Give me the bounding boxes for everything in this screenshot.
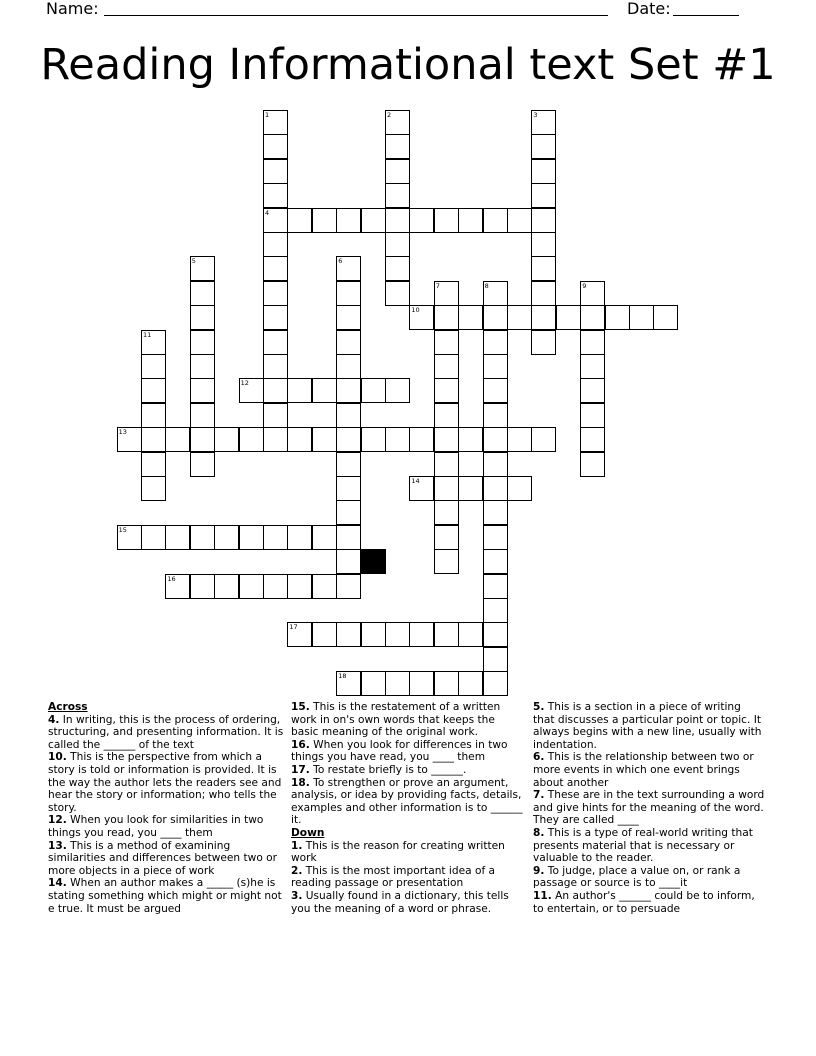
grid-cell[interactable] (580, 452, 605, 477)
grid-cell[interactable] (507, 427, 532, 452)
grid-cell[interactable] (409, 671, 434, 696)
clues-column-2 (291, 701, 523, 915)
grid-cell[interactable] (434, 452, 459, 477)
clue-number-16: 16 (167, 574, 176, 583)
down-heading: Down (291, 826, 325, 839)
grid-cell[interactable] (263, 330, 288, 355)
grid-cell[interactable] (507, 476, 532, 501)
clue-across-18: 18. To strengthen or prove an argument, analysis, or idea by providing facts, details, examples and other information is to ______ it. (291, 776, 523, 827)
grid-cell[interactable] (190, 574, 215, 599)
grid-cell[interactable] (312, 208, 337, 233)
clue-across-15: 15. This is the restatement of a written work in on's own words that keeps the basic meaning of the original work. (291, 701, 501, 739)
grid-cell[interactable] (531, 330, 556, 355)
grid-cell[interactable] (483, 525, 508, 550)
date-label: Date: (627, 0, 671, 18)
clue-down-5: 5. This is a section in a piece of writing that discusses a particular point or topic. It always begins with a new line, usually with indentation. (533, 701, 762, 751)
grid-cell[interactable] (336, 476, 361, 501)
grid-cell[interactable] (190, 525, 215, 550)
grid-cell[interactable] (263, 378, 288, 403)
grid-cell[interactable] (263, 208, 288, 233)
grid-cell[interactable] (190, 378, 215, 403)
grid-cell[interactable] (531, 208, 556, 233)
grid-cell[interactable] (434, 622, 459, 647)
grid-cell[interactable] (385, 208, 410, 233)
grid-cell[interactable] (483, 305, 508, 330)
grid-cell[interactable] (531, 281, 556, 306)
clue-number-6: 6 (338, 257, 343, 266)
grid-cell[interactable] (141, 378, 166, 403)
clue-across-12: 12. When you look for similarities in two things you read, you ____ them (48, 814, 264, 839)
clue-number-3: 3 (533, 111, 538, 119)
grid-cell[interactable] (434, 549, 459, 574)
clue-number-10: 10 (411, 306, 420, 315)
grid-cell[interactable] (483, 378, 508, 403)
grid-cell[interactable] (165, 574, 190, 599)
clue-number-4: 4 (265, 208, 270, 217)
grid-cell[interactable] (361, 427, 386, 452)
grid-cell[interactable] (483, 671, 508, 696)
name-label: Name: (46, 0, 99, 18)
clue-number-2: 2 (387, 111, 392, 119)
grid-cell[interactable] (434, 378, 459, 403)
grid-cell[interactable] (214, 427, 239, 452)
clue-number-11: 11 (143, 330, 152, 339)
grid-cell[interactable] (434, 427, 459, 452)
grid-cell[interactable] (141, 452, 166, 477)
grid-cell[interactable] (361, 622, 386, 647)
clue-number-9: 9 (582, 281, 587, 290)
grid-cell[interactable] (629, 305, 654, 330)
clue-number-8: 8 (484, 281, 489, 290)
grid-cell[interactable] (336, 622, 361, 647)
clue-across-10: 10. This is the perspective from which a story is told or information is provided. It is the way the author lets the readers see and hear the story or information; who tells the story. (48, 751, 282, 814)
clue-number-14: 14 (411, 477, 420, 485)
clues-column-1 (48, 701, 284, 915)
clue-number-18: 18 (338, 672, 347, 681)
grid-cell[interactable] (263, 110, 288, 135)
grid-cell[interactable] (141, 330, 166, 355)
grid-cell[interactable] (263, 232, 288, 257)
grid-cell[interactable] (385, 232, 410, 257)
grid-cell[interactable] (531, 159, 556, 184)
grid-cell[interactable] (263, 427, 288, 452)
grid-cell[interactable] (531, 110, 556, 135)
grid-cell[interactable] (214, 574, 239, 599)
grid-cell[interactable] (190, 403, 215, 428)
grid-cell[interactable] (190, 330, 215, 355)
grid-cell[interactable] (336, 281, 361, 306)
grid-cell[interactable] (580, 354, 605, 379)
grid-cell[interactable] (287, 525, 312, 550)
clue-number-17: 17 (289, 623, 298, 632)
grid-cell[interactable] (336, 427, 361, 452)
grid-cell[interactable] (336, 549, 361, 574)
grid-cell[interactable] (458, 208, 483, 233)
grid-cell[interactable] (263, 574, 288, 599)
clue-across-17: 17. To restate briefly is to ______. (291, 763, 467, 776)
grid-cell[interactable] (434, 305, 459, 330)
clue-number-7: 7 (435, 281, 440, 290)
grid-cell[interactable] (580, 378, 605, 403)
grid-cell[interactable] (531, 305, 556, 330)
grid-cell[interactable] (653, 305, 678, 330)
clue-down-1: 1. This is the reason for creating written work (291, 839, 505, 865)
grid-cell[interactable] (409, 208, 434, 233)
grid-cell[interactable] (141, 525, 166, 550)
grid-cell[interactable] (434, 281, 459, 306)
grid-cell[interactable] (434, 671, 459, 696)
grid-cell[interactable] (141, 354, 166, 379)
grid-cell[interactable] (336, 574, 361, 599)
grid-cell[interactable] (190, 256, 215, 281)
grid-cell[interactable] (336, 208, 361, 233)
clue-number-5: 5 (191, 257, 196, 266)
grid-cell[interactable] (385, 281, 410, 306)
grid-cell[interactable] (483, 549, 508, 574)
grid-cell[interactable] (190, 452, 215, 477)
grid-cell[interactable] (434, 403, 459, 428)
grid-cell[interactable] (483, 330, 508, 355)
grid-cell[interactable] (409, 427, 434, 452)
grid-cell[interactable] (190, 281, 215, 306)
grid-cell[interactable] (117, 525, 142, 550)
grid-cell[interactable] (263, 134, 288, 159)
grid-cell[interactable] (361, 208, 386, 233)
grid-cell[interactable] (531, 232, 556, 257)
grid-cell[interactable] (531, 134, 556, 159)
grid-cell[interactable] (531, 427, 556, 452)
grid-cell[interactable] (385, 183, 410, 208)
grid-cell[interactable] (507, 208, 532, 233)
grid-cell[interactable] (312, 427, 337, 452)
grid-cell[interactable] (336, 354, 361, 379)
grid-cell[interactable] (483, 403, 508, 428)
grid-cell[interactable] (483, 598, 508, 623)
grid-cell[interactable] (507, 305, 532, 330)
grid-cell[interactable] (385, 256, 410, 281)
grid-cell[interactable] (385, 110, 410, 135)
grid-cell[interactable] (336, 403, 361, 428)
grid-cell[interactable] (434, 500, 459, 525)
grid-cell[interactable] (287, 427, 312, 452)
blocked-cell (361, 549, 386, 574)
grid-cell[interactable] (312, 622, 337, 647)
grid-cell[interactable] (287, 378, 312, 403)
clue-number-1: 1 (265, 111, 270, 119)
grid-cell[interactable] (141, 403, 166, 428)
grid-cell[interactable] (263, 159, 288, 184)
grid-cell[interactable] (239, 378, 264, 403)
clue-down-9: 9. To judge, place a value on, or rank a passage or source is to ____it (533, 864, 741, 890)
grid-cell[interactable] (458, 305, 483, 330)
grid-cell[interactable] (458, 427, 483, 452)
grid-cell[interactable] (385, 134, 410, 159)
grid-cell[interactable] (336, 305, 361, 330)
grid-cell[interactable] (336, 525, 361, 550)
grid-cell[interactable] (483, 452, 508, 477)
grid-cell[interactable] (483, 574, 508, 599)
clue-down-2: 2. This is the most important idea of a reading passage or presentation (291, 864, 496, 890)
grid-cell[interactable] (483, 427, 508, 452)
grid-cell[interactable] (434, 476, 459, 501)
grid-cell[interactable] (117, 427, 142, 452)
grid-cell[interactable] (141, 476, 166, 501)
grid-cell[interactable] (165, 525, 190, 550)
grid-cell[interactable] (580, 330, 605, 355)
grid-cell[interactable] (239, 574, 264, 599)
clue-across-13: 13. This is a method of examining similarities and differences between two or more objects in a piece of work (48, 839, 278, 877)
grid-cell[interactable] (409, 476, 434, 501)
clue-number-12: 12 (240, 379, 249, 388)
grid-cell[interactable] (336, 330, 361, 355)
grid-cell[interactable] (336, 452, 361, 477)
grid-cell[interactable] (385, 622, 410, 647)
grid-cell[interactable] (434, 525, 459, 550)
grid-cell[interactable] (483, 647, 508, 672)
grid-cell[interactable] (336, 378, 361, 403)
grid-cell[interactable] (336, 671, 361, 696)
grid-cell[interactable] (239, 525, 264, 550)
clue-across-16: 16. When you look for differences in two things you have read, you ____ them (291, 738, 508, 764)
grid-cell[interactable] (263, 305, 288, 330)
clue-across-4: 4. In writing, this is the process of ordering, structuring, and presenting information. It is called the ______ of the text (48, 713, 284, 751)
grid-cell[interactable] (287, 622, 312, 647)
grid-cell[interactable] (531, 183, 556, 208)
grid-cell[interactable] (165, 427, 190, 452)
grid-cell[interactable] (190, 305, 215, 330)
grid-cell[interactable] (312, 525, 337, 550)
grid-cell[interactable] (409, 622, 434, 647)
grid-cell[interactable] (385, 427, 410, 452)
grid-cell[interactable] (239, 427, 264, 452)
grid-cell[interactable] (556, 305, 581, 330)
grid-cell[interactable] (483, 476, 508, 501)
grid-cell[interactable] (483, 622, 508, 647)
clue-down-6: 6. This is the relationship between two or more events in which one event brings about another (533, 751, 754, 789)
grid-cell[interactable] (190, 354, 215, 379)
grid-cell[interactable] (605, 305, 630, 330)
grid-cell[interactable] (263, 183, 288, 208)
grid-cell[interactable] (531, 256, 556, 281)
grid-cell[interactable] (385, 159, 410, 184)
grid-cell[interactable] (580, 427, 605, 452)
grid-cell[interactable] (434, 208, 459, 233)
page-title: Reading Informational text Set #1 (40, 40, 776, 90)
clue-number-13: 13 (118, 428, 127, 437)
clue-down-7: 7. These are in the text surrounding a word and give hints for the meaning of the word. They are called ____ (533, 789, 765, 827)
grid-cell[interactable] (141, 427, 166, 452)
grid-cell[interactable] (580, 403, 605, 428)
grid-cell[interactable] (483, 500, 508, 525)
clue-down-8: 8. This is a type of real-world writing that presents material that is necessary or valuable to the reader. (533, 826, 753, 865)
grid-cell[interactable] (263, 256, 288, 281)
clue-down-3: 3. Usually found in a dictionary, this tells you the meaning of a word or phrase. (291, 889, 509, 915)
grid-cell[interactable] (190, 427, 215, 452)
grid-cell[interactable] (312, 574, 337, 599)
grid-cell[interactable] (580, 305, 605, 330)
clues-column-3 (533, 701, 765, 915)
grid-cell[interactable] (483, 208, 508, 233)
grid-cell[interactable] (458, 476, 483, 501)
grid-cell[interactable] (263, 403, 288, 428)
grid-cell[interactable] (458, 671, 483, 696)
grid-cell[interactable] (483, 354, 508, 379)
grid-cell[interactable] (580, 281, 605, 306)
grid-cell[interactable] (263, 525, 288, 550)
grid-cell[interactable] (263, 281, 288, 306)
grid-cell[interactable] (409, 305, 434, 330)
grid-cell[interactable] (458, 622, 483, 647)
grid-cell[interactable] (336, 500, 361, 525)
across-heading: Across (48, 701, 88, 713)
grid-cell[interactable] (287, 208, 312, 233)
grid-cell[interactable] (361, 378, 386, 403)
clue-down-11: 11. An author's ______ could be to inform, to entertain, or to persuade (533, 889, 755, 915)
grid-cell[interactable] (312, 378, 337, 403)
grid-cell[interactable] (287, 574, 312, 599)
grid-cell[interactable] (336, 256, 361, 281)
grid-cell[interactable] (263, 354, 288, 379)
grid-cell[interactable] (385, 671, 410, 696)
clue-across-14: 14. When an author makes a _____ (s)he is stating something which might or might not e true. It must be argued (48, 877, 282, 915)
grid-cell[interactable] (385, 378, 410, 403)
grid-cell[interactable] (361, 671, 386, 696)
clue-number-15: 15 (118, 525, 127, 534)
grid-cell[interactable] (434, 354, 459, 379)
grid-cell[interactable] (214, 525, 239, 550)
grid-cell[interactable] (434, 330, 459, 355)
grid-cell[interactable] (483, 281, 508, 306)
